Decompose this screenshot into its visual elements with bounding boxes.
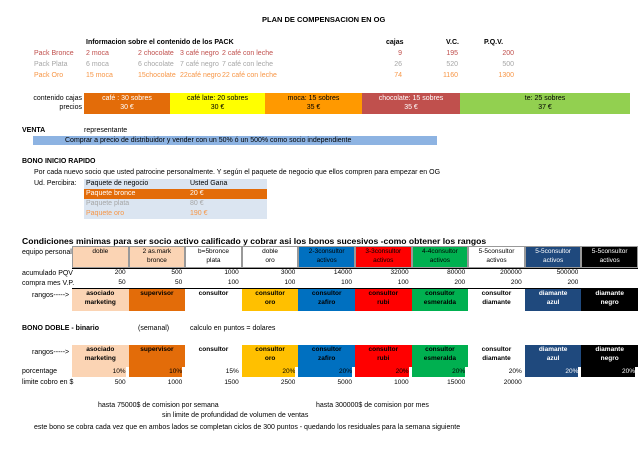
percibira-label: Ud. Percibira: [34,180,77,187]
content-cell-top: moca: 15 sobres [287,95,340,102]
porcentage-value: 20% [298,367,352,377]
pack-pqv: 200 [502,50,514,57]
bono-rango-cell [355,345,412,367]
bono-rango-line1: diamante [595,346,624,353]
precios-label: precios [59,104,82,111]
venta-label: VENTA [22,127,46,134]
bono-rango-line2: esmeralda [423,355,456,362]
pack-c3: 7 café negro [180,61,219,68]
sin-limite: sin limite de profundidad de volumen de ventas [162,412,309,419]
limite-value: 1000 [394,379,409,386]
rango-line1: consultor [425,290,455,297]
content-cell [362,93,460,114]
rango-cell [355,289,412,311]
equipo-line1: 2-3consultor [308,248,345,255]
pack-name: Pack Oro [34,72,64,79]
bono-rango-line2: diamante [482,355,511,362]
porcentage-value: 20% [355,367,409,377]
equipo-line1: 4-4consultor [422,248,458,255]
pqv-header: P.Q.V. [484,39,504,46]
pack-cajas: 74 [394,72,402,79]
paquete-header: Paquete de negocio [86,180,149,187]
porcentage-label: porcentage [22,368,58,375]
bono-rango-line2: marketing [84,355,116,362]
limite-value: 1000 [167,379,183,386]
bono-rango-line2: zafiro [318,355,336,362]
semanal-label: (semanal) [138,325,170,332]
hasta-mes: hasta 300000$ de comision por mes [316,402,429,409]
pack-c3: 22café negro [180,72,221,79]
equipo-line2: activos [599,257,620,264]
content-cell [84,93,170,114]
pack-c2: 2 chocolate [138,50,174,57]
vc-header: V.C. [446,39,459,46]
compra-value: 50 [118,279,126,286]
pack-info-header: Informacion sobre el contenido de los PACK [86,39,234,46]
limite-value [581,378,635,388]
rango-line1: consultor [368,290,399,297]
limite-value: 2500 [280,379,296,386]
bono-inicio-label: BONO INICIO RAPIDO [22,158,96,165]
contenido-cajas-label: contenido cajas [33,95,82,102]
equipo-line2: oro [265,257,275,264]
pack-c4: 7 café con leche [222,61,273,68]
hasta-semana: hasta 75000$ de comision por semana [98,402,219,409]
bono-rango-line1: consultor [311,346,342,353]
paquete-name: Paquete oro [86,210,125,217]
porcentage-value: 20% [468,367,522,377]
equipo-line2: activos [542,257,564,264]
bono-rango-line1: consultor [425,346,455,353]
rango-cell [581,289,638,311]
compra-value: 100 [397,279,409,286]
compra-value: 200 [454,279,466,286]
pack-c2: 6 chocolate [138,61,174,68]
paquete-gana: 20 € [190,190,204,197]
limite-value: 5000 [337,379,352,386]
bono-inicio-text: Por cada nuevo socio que usted patrocine personalmente. Y según el paquete de negocio que ellos compren para empezar en OG [34,169,441,176]
bono-rango-line1: consultor [481,346,512,353]
page-title: PLAN DE COMPENSACION EN OG [262,15,386,24]
acumulado-value: 14000 [333,269,352,276]
rango-line1: asociado [86,290,115,297]
bono-rango-cell [581,345,638,367]
equipo-cell [525,246,582,268]
porcentage-value: 15% [185,367,239,377]
acc-grid-border [72,268,638,289]
equipo-cell [581,246,638,268]
bono-rango-line1: diamante [538,346,568,353]
equipo-line2: activos [316,257,337,264]
rango-line1: diamante [538,290,568,297]
equipo-line1: 5-5consultor [478,248,515,255]
bono-rango-cell [525,345,582,367]
rango-cell [468,289,525,311]
porcentage-value: 20% [412,367,466,377]
rango-cell [412,289,469,311]
pack-c1: 6 moca [86,61,109,68]
acumulado-value: 3000 [280,269,296,276]
venta-bar-text: Comprar a precio de distribuidor y vender con un 50% ó un 500% como socio independiente [65,136,352,144]
bono-rango-line1: consultor [368,346,399,353]
pack-c1: 2 moca [86,50,109,57]
rango-line1: consultor [255,290,285,297]
equipo-cell [355,246,412,268]
equipo-cell [412,246,469,268]
rango-cell [129,289,186,311]
bono-rango-line2: negro [600,355,619,362]
bono-rango-cell [72,345,129,367]
limite-value: 20000 [503,379,522,386]
rango-line2: oro [264,299,276,306]
pack-name: Pack Plata [34,61,68,68]
rango-line1: consultor [311,290,342,297]
bono-rango-cell [129,345,186,367]
rango-line2: marketing [84,299,116,306]
content-cell [460,93,630,114]
content-cell-top: café : 30 sobres [102,95,152,102]
content-cell [265,93,362,114]
pack-vc: 1160 [442,72,458,79]
pack-pqv: 1300 [498,72,514,79]
content-cell [170,93,265,114]
rango-line2: negro [600,299,619,306]
rangos-label: rangos-----> [32,292,70,299]
content-cell-top: café late: 20 sobres [186,95,249,102]
paquete-name: Paquete bronce [86,190,136,197]
content-cell-price: 30 € [120,104,134,111]
content-cell-price: 35 € [404,104,418,111]
gana-header: Usted Gana [190,180,228,187]
compra-value: 200 [510,279,522,286]
rango-cell [298,289,355,311]
porcentage-value: 20% [581,367,635,377]
pack-name: Pack Bronce [34,50,74,57]
rango-cell [525,289,582,311]
venta-bar [33,136,437,145]
rango-line2: consultor [198,290,229,297]
limite-value: 15000 [447,379,466,386]
bono-doble-label: BONO DOBLE - binario [22,325,99,332]
bono-rango-line1: consultor [255,346,285,353]
bono-rango-line2: oro [264,355,276,362]
equipo-line1: b=5bronce [198,248,229,255]
bono-rango-line1: asociado [86,346,115,353]
equipo-cell [298,246,355,268]
pack-c3: 3 café negro [180,50,219,57]
pack-c4: 2 café con leche [222,50,273,57]
equipo-line2: activos [373,257,394,264]
equipo-line1: 5-5consultor [535,248,571,255]
rango-cell [185,289,242,311]
equipo-line1: 3-3consultor [365,248,402,255]
bono-rango-line2: supervisor [140,346,174,353]
paquete-gana: 190 € [190,210,208,217]
rango-line2: zafiro [318,299,336,306]
pack-c4: 22 café con leche [222,72,277,79]
bono-rango-line2: consultor [198,346,229,353]
compra-label: compra mes V.P. [22,280,75,287]
acumulado-value: 500000 [556,269,579,276]
equipo-cell [242,246,299,268]
equipo-cell [468,246,525,268]
rango-line2: rubi [377,299,390,306]
bono-rango-line2: azul [546,355,560,362]
pack-c2: 15chocolate [138,72,176,79]
rango-cell [72,289,129,311]
content-cell-price: 37 € [538,104,552,111]
limite-value: 1500 [224,379,239,386]
acumulado-value: 200000 [500,269,522,276]
bono-rangos-label: rangos-----> [32,349,70,356]
rango-cell [242,289,299,311]
rango-line1: diamante [595,290,624,297]
bono-rango-cell [242,345,299,367]
pack-c1: 15 moca [86,72,113,79]
content-cell-price: 30 € [210,104,225,111]
content-cell-top: te: 25 sobres [524,95,566,102]
equipo-line1: doble [92,248,109,255]
paquete-gana: 80 € [190,200,204,207]
acumulado-value: 80000 [447,269,466,276]
limite-value [525,378,579,388]
porcentage-value: 10% [72,367,126,377]
compra-value: 100 [227,279,239,286]
pack-vc: 520 [446,61,458,68]
bono-rango-cell [185,345,242,367]
condiciones-heading: Condiciones minimas para ser socio activo calificado y cobrar asi los bonos sucesivos -como obtener los rangos [22,236,487,246]
acumulado-value: 32000 [390,269,409,276]
pack-vc: 195 [446,50,458,57]
bono-rango-line2: rubi [377,355,390,362]
compra-value: 100 [284,279,296,286]
acumulado-label: acumulado PQV [22,270,73,277]
equipo-personal-label: equipo personal [22,249,72,256]
acumulado-value: 1000 [224,269,239,276]
porcentage-value: 10% [129,367,183,377]
equipo-cell [72,246,129,268]
rango-line2: esmeralda [423,299,456,306]
rango-line1: consultor [481,290,512,297]
equipo-line2: bronce [146,257,167,264]
porcentage-value: 20% [525,367,579,377]
acumulado-value: 200 [114,269,126,276]
rango-line2: diamante [482,299,511,306]
pack-pqv: 500 [502,61,514,68]
footer-note: este bono se cobra cada vez que en ambos lados se completan ciclos de 300 puntos - quedando los residuales para la semana siguiente [34,424,461,431]
equipo-line1: 5-5consultor [591,248,628,255]
equipo-cell [129,246,186,268]
rango-line2: supervisor [140,290,174,297]
limite-label: limite cobro en $ [22,379,74,386]
pack-cajas: 26 [394,61,402,68]
rango-line2: azul [546,299,560,306]
compra-value: 50 [174,279,183,286]
acumulado-value: 500 [171,269,183,276]
calculo-label: calculo en puntos = dolares [190,325,276,332]
compra-value: 100 [341,279,352,286]
representante-label: representante [84,127,128,134]
limite-value: 500 [114,379,126,386]
equipo-line2: activos [429,257,450,264]
cajas-header: cajas [386,39,404,46]
content-cell-top: chocolate: 15 sobres [378,95,444,102]
bono-rango-cell [412,345,469,367]
compra-value: 200 [567,279,579,286]
porcentage-value: 20% [242,367,296,377]
equipo-line2: plata [206,257,221,264]
bono-rango-cell [298,345,355,367]
equipo-line2: activos [486,257,507,264]
equipo-line1: doble [262,248,279,255]
paquete-name: Paquete plata [86,200,130,207]
equipo-cell [185,246,242,268]
content-cell-price: 35 € [306,104,321,111]
bono-rango-cell [468,345,525,367]
pack-cajas: 9 [398,50,402,57]
equipo-line1: 2 as.mark [142,248,172,255]
